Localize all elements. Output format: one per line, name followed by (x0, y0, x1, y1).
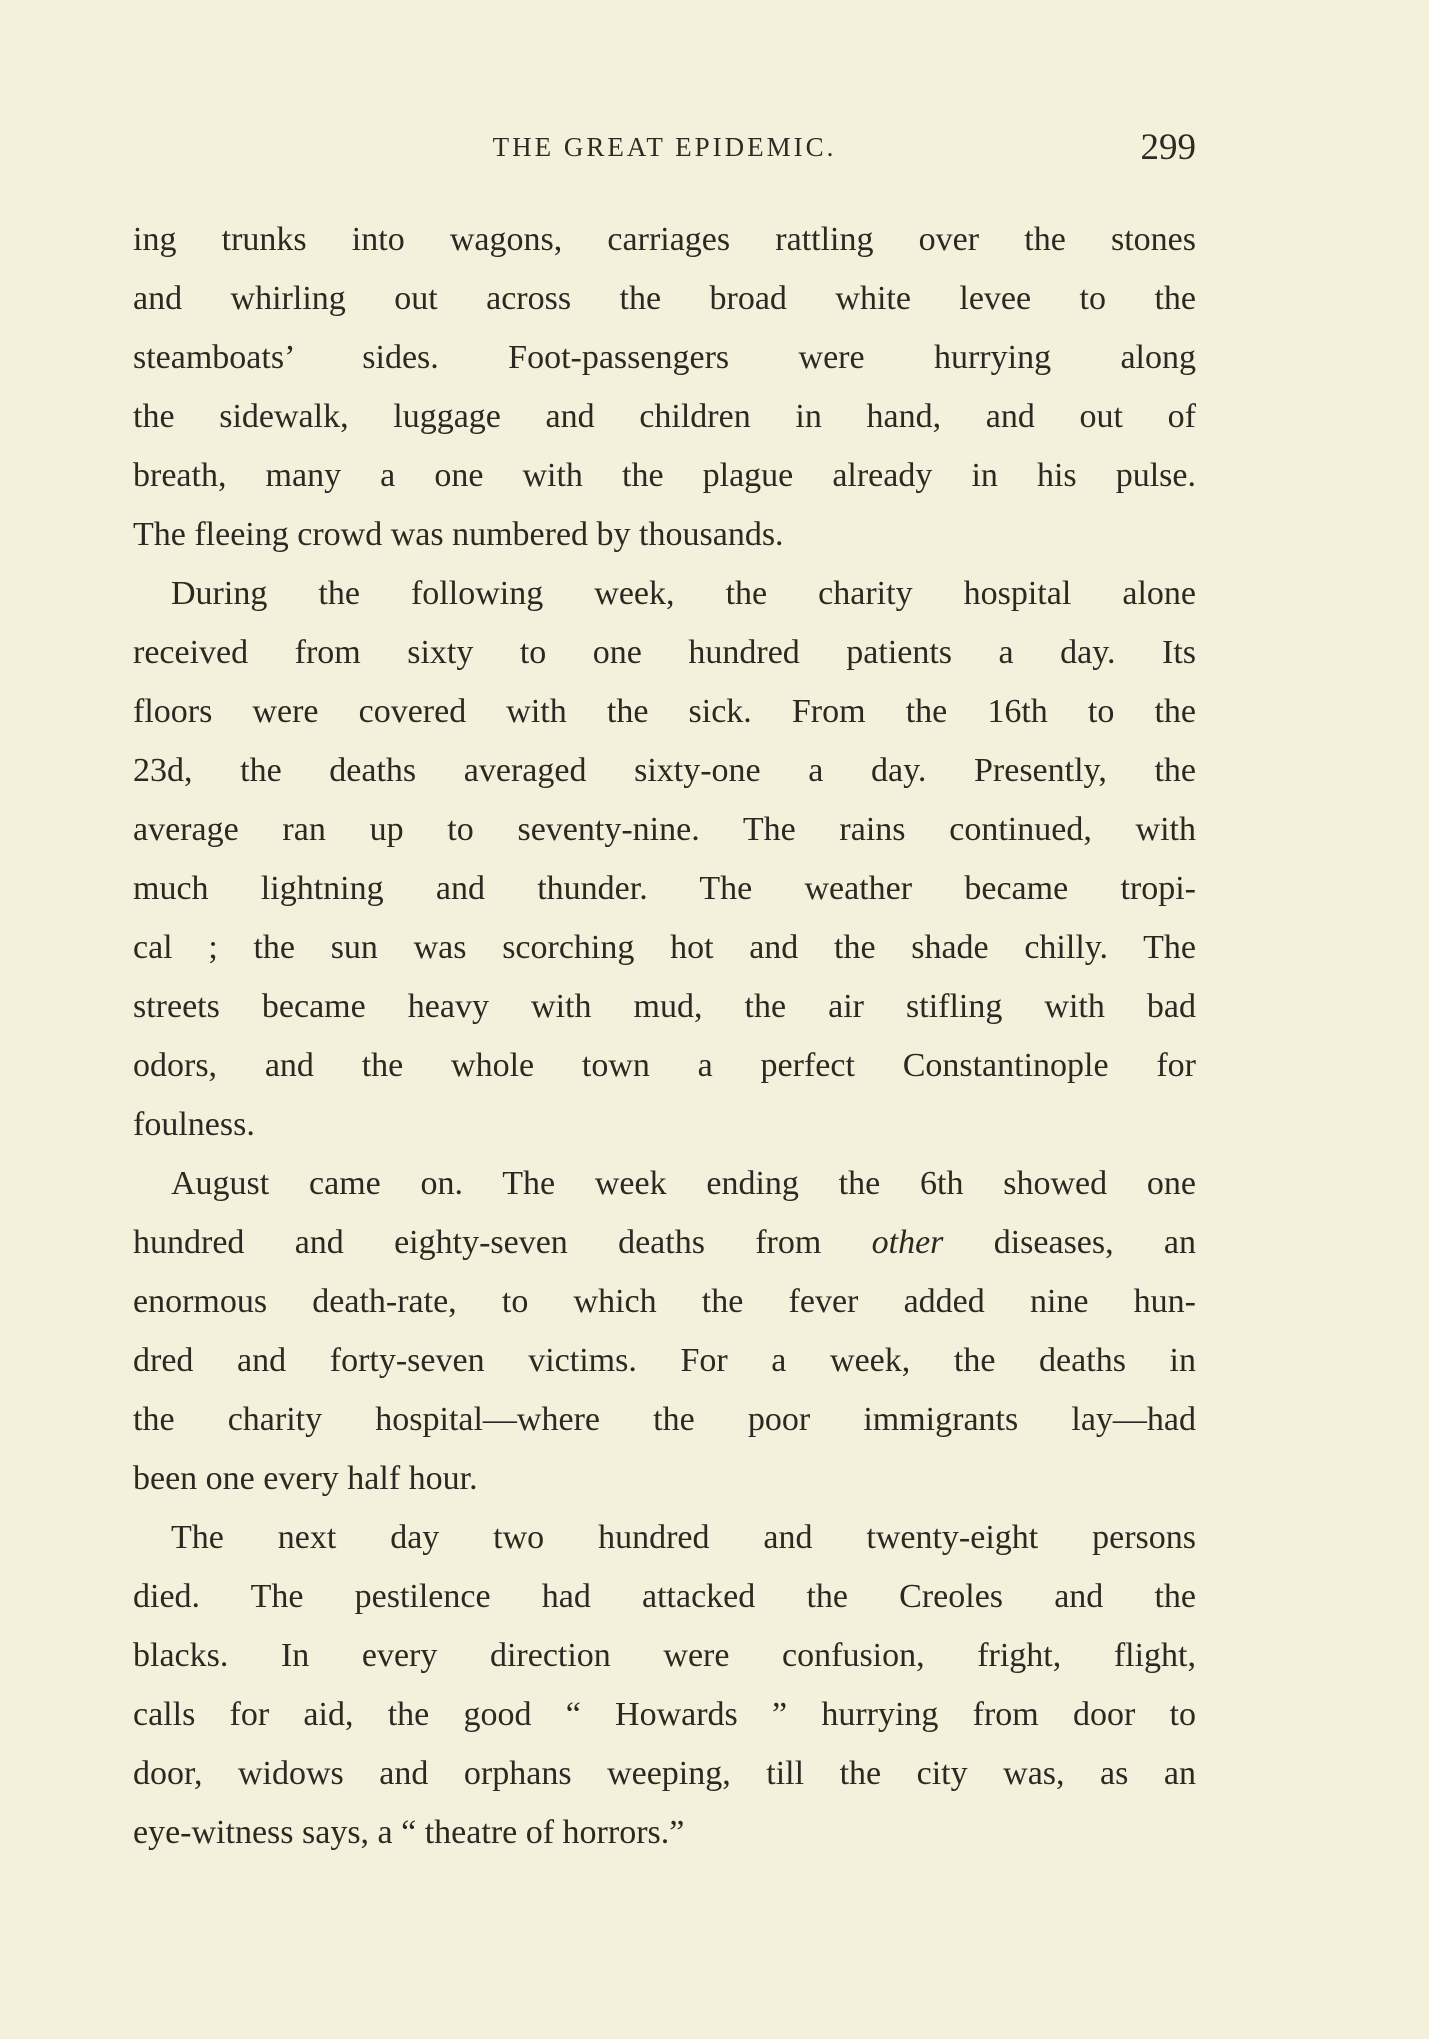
text-line: and whirling out across the broad white levee to the (133, 280, 1196, 317)
running-head (133, 126, 1196, 176)
page-number: 299 (1140, 127, 1196, 168)
text-line: much lightning and thunder. The weather became tropi- (133, 870, 1196, 907)
text-line: enormous death-rate, to which the fever added nine hun- (133, 1283, 1196, 1320)
text-line: streets became heavy with mud, the air stifling with bad (133, 988, 1196, 1025)
running-title: THE GREAT EPIDEMIC. (492, 132, 837, 162)
text-line: door, widows and orphans weeping, till the city was, as an (133, 1755, 1196, 1792)
text-line: been one every half hour. (133, 1460, 478, 1497)
text-line: odors, and the whole town a perfect Constantinople for (133, 1047, 1196, 1084)
text-line: calls for aid, the good “ Howards ” hurrying from door to (133, 1696, 1196, 1733)
text-line: 23d, the deaths averaged sixty-one a day. Presently, the (133, 752, 1196, 789)
text-line: ing trunks into wagons, carriages rattling over the stones (133, 221, 1196, 258)
text-segment: diseases, an (993, 1224, 1196, 1261)
text-line: The next day two hundred and twenty-eight persons (171, 1519, 1196, 1556)
text-line: dred and forty-seven victims. For a week, the deaths in (133, 1342, 1196, 1379)
body-text (133, 210, 1196, 1862)
text-line (133, 1213, 1196, 1272)
italic-word: other (871, 1224, 944, 1261)
text-line: The fleeing crowd was numbered by thousands. (133, 516, 784, 553)
text-line: floors were covered with the sick. From the 16th to the (133, 693, 1196, 730)
text-segment: hundred and eighty-seven deaths from (133, 1224, 822, 1261)
text-line: breath, many a one with the plague already in his pulse. (133, 457, 1196, 494)
text-line: steamboats’ sides. Foot-passengers were hurrying along (133, 339, 1196, 376)
text-line: eye-witness says, a “ theatre of horrors.” (133, 1814, 685, 1851)
text-line: blacks. In every direction were confusion, fright, flight, (133, 1637, 1196, 1674)
text-line: foulness. (133, 1106, 255, 1143)
text-line: the charity hospital—where the poor immigrants lay—had (133, 1401, 1196, 1438)
text-line: died. The pestilence had attacked the Creoles and the (133, 1578, 1196, 1615)
text-line: received from sixty to one hundred patients a day. Its (133, 634, 1196, 671)
text-line: the sidewalk, luggage and children in hand, and out of (133, 398, 1196, 435)
text-line: average ran up to seventy-nine. The rains continued, with (133, 811, 1196, 848)
text-line: cal ; the sun was scorching hot and the shade chilly. The (133, 929, 1196, 966)
text-line: During the following week, the charity hospital alone (171, 575, 1196, 612)
text-line: August came on. The week ending the 6th showed one (171, 1165, 1196, 1202)
